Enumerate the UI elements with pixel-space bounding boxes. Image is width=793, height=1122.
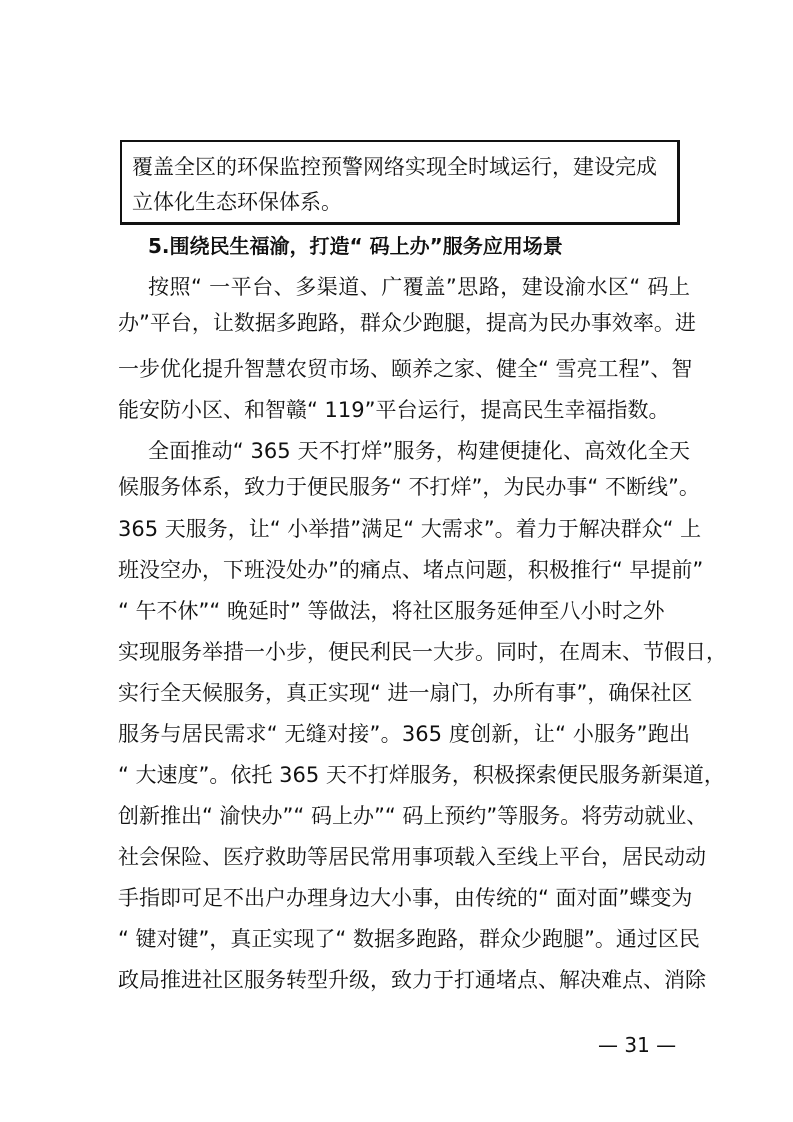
paragraph-2-line: 候服务体系，致力于便民服务“ 不打烊”，为民办事“ 不断线”。 bbox=[118, 475, 700, 499]
paragraph-2-line: 全面推动“ 365 天不打烊”服务，构建便捷化、高效化全天 bbox=[148, 439, 690, 463]
paragraph-1-line: 办”平台，让数据多跑路，群众少跑腿，提高为民办事效率。进 bbox=[118, 311, 696, 335]
boxed-text-block bbox=[120, 140, 680, 225]
page-number: — 31 — bbox=[598, 1033, 677, 1057]
paragraph-2-line: “ 午不休”“ 晚延时” 等做法，将社区服务延伸至八小时之外 bbox=[118, 599, 665, 623]
paragraph-2-line: 实行全天候服务，真正实现“ 进一扇门，办所有事”，确保社区 bbox=[118, 681, 693, 705]
paragraph-2-line: 手指即可足不出户办理身边大小事，由传统的“ 面对面”蝶变为 bbox=[118, 886, 693, 910]
paragraph-2-line: 创新推出“ 渝快办”“ 码上办”“ 码上预约”等服务。将劳动就业、 bbox=[118, 804, 708, 828]
paragraph-2-line: 365 天服务，让“ 小举措”满足“ 大需求”。着力于解决群众“ 上 bbox=[118, 517, 702, 541]
boxed-text-line: 立体化生态环保体系。 bbox=[132, 190, 342, 214]
paragraph-2-line: 服务与居民需求“ 无缝对接”。365 度创新，让“ 小服务”跑出 bbox=[118, 722, 690, 746]
paragraph-2-line: “ 键对键”，真正实现了“ 数据多跑路，群众少跑腿”。通过区民 bbox=[118, 927, 700, 951]
paragraph-2-line: 社会保险、医疗救助等居民常用事项载入至线上平台，居民动动 bbox=[118, 845, 706, 869]
paragraph-1-line: 按照“ 一平台、多渠道、广覆盖”思路，建设渝水区“ 码上 bbox=[148, 275, 690, 299]
section-heading: 5.围绕民生福渝，打造“ 码上办”服务应用场景 bbox=[148, 234, 563, 258]
paragraph-1-line: 一步优化提升智慧农贸市场、颐养之家、健全“ 雪亮工程”、智 bbox=[118, 357, 693, 381]
paragraph-2-line: “ 大速度”。依托 365 天不打烊服务，积极探索便民服务新渠道， bbox=[118, 763, 725, 787]
paragraph-2-line: 实现服务举措一小步，便民利民一大步。同时，在周末、节假日， bbox=[118, 640, 727, 664]
paragraph-1-line: 能安防小区、和智赣“ 119”平台运行，提高民生幸福指数。 bbox=[118, 398, 670, 422]
boxed-text-line: 覆盖全区的环保监控预警网络实现全时域运行，建设完成 bbox=[132, 155, 657, 179]
paragraph-2-line: 政局推进社区服务转型升级，致力于打通堵点、解决难点、消除 bbox=[118, 968, 706, 992]
paragraph-2-line: 班没空办，下班没处办”的痛点、堵点问题，积极推行“ 早提前” bbox=[118, 558, 704, 582]
